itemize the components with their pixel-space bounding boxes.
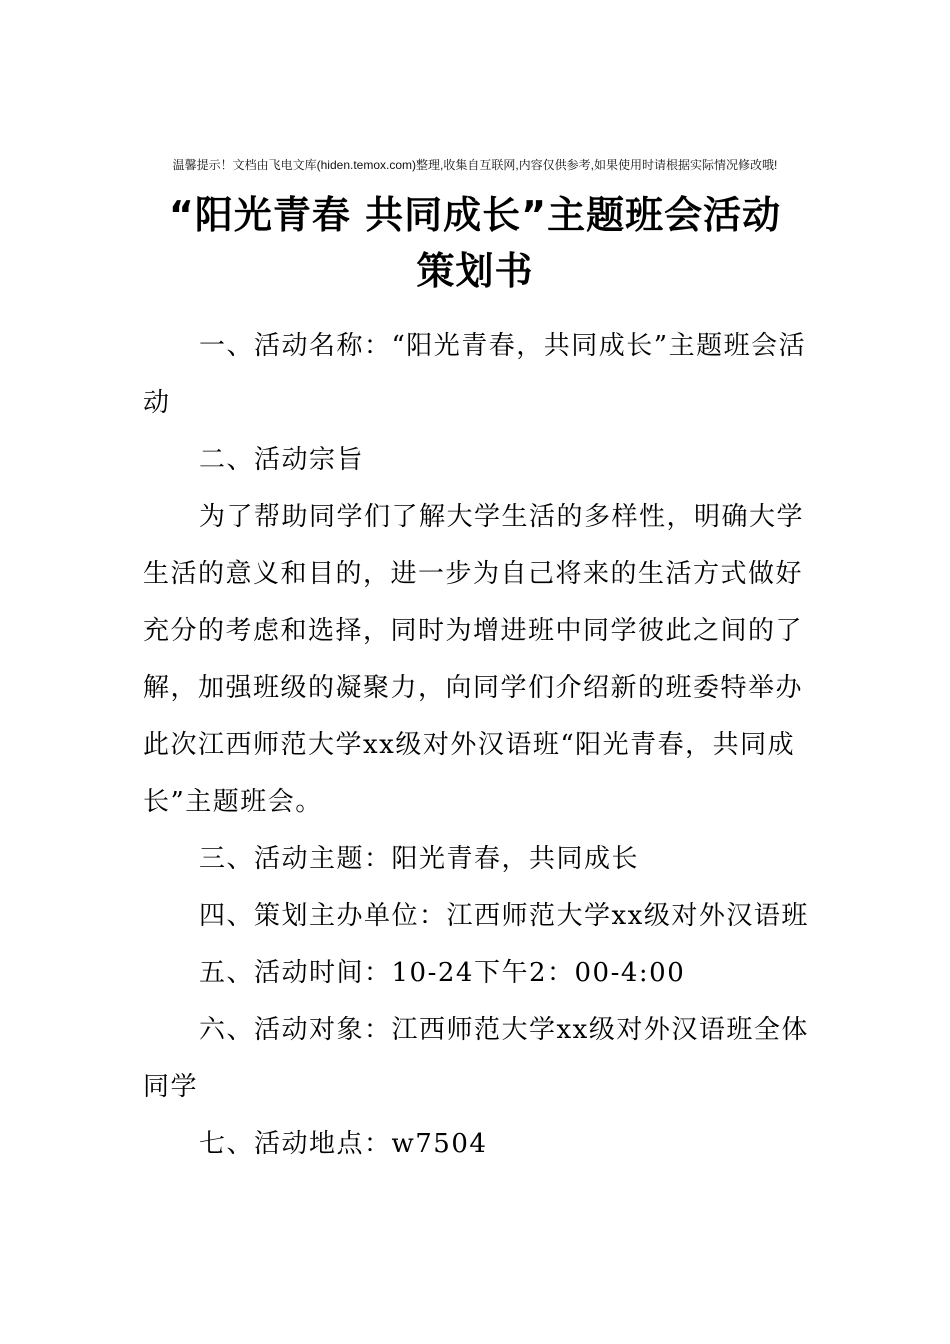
section-organizer: 四、策划主办单位：江西师范大学xx级对外汉语班 xyxy=(199,901,809,931)
section-activity-name: 一、活动名称：“阳光青春，共同成长”主题班会活动 xyxy=(143,331,807,418)
section-theme: 三、活动主题：阳光青春，共同成长 xyxy=(199,844,640,874)
document-title-line1: “阳光青春 共同成长”主题班会活动 xyxy=(168,193,782,237)
section-purpose-text: 为了帮助同学们了解大学生活的多样性，明确大学生活的意义和目的，进一步为自己将来的生活方式做好充分的考虑和选择，同时为增进班中同学彼此之间的了解，加强班级的凝聚力，向同学们介绍新的班委特举办此次江西师范大学xx级对外汉语班“阳光青春，共同成长”主题班会。 xyxy=(143,502,805,817)
section-audience: 六、活动对象：江西师范大学xx级对外汉语班全体同学 xyxy=(143,1015,809,1102)
document-body xyxy=(143,318,809,1173)
section-time: 五、活动时间：10-24下午2：00-4:00 xyxy=(199,958,686,988)
document-notice: 温馨提示！文档由飞电文库(hiden.temox.com)整理,收集自互联网,内容仅供参考,如果使用时请根据实际情况修改哦! xyxy=(172,158,778,172)
document-title-line2: 策划书 xyxy=(416,249,534,293)
section-purpose-heading: 二、活动宗旨 xyxy=(199,445,365,475)
section-location: 七、活动地点：w7504 xyxy=(199,1129,488,1159)
